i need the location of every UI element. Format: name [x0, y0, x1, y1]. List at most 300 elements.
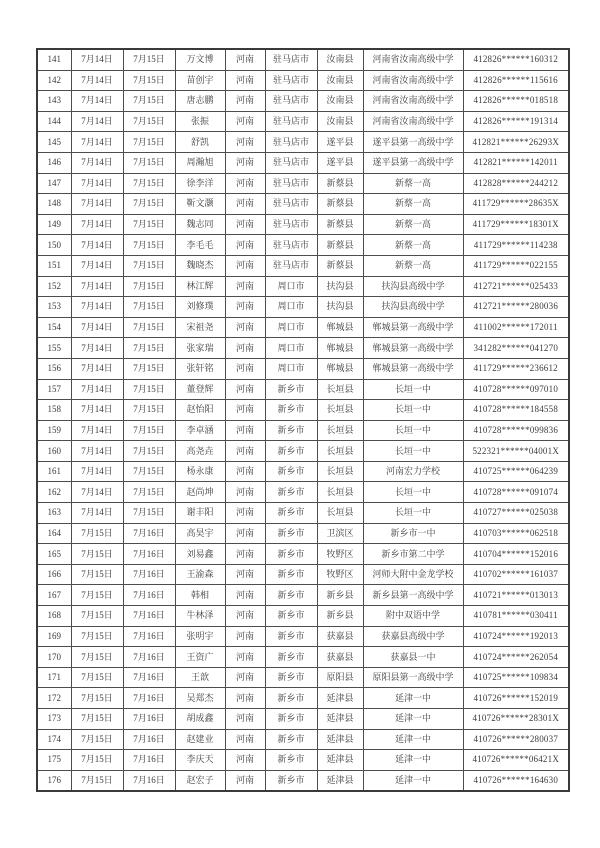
cell-person-name: 胡成鑫 — [175, 709, 225, 730]
table-row — [37, 606, 569, 627]
cell-county: 长垣县 — [317, 420, 363, 441]
cell-school: 新蔡一高 — [363, 255, 463, 276]
cell-second-date: 7月15日 — [123, 338, 175, 359]
cell-county: 新蔡县 — [317, 235, 363, 256]
cell-person-name: 牛林泽 — [175, 606, 225, 627]
cell-city: 周口市 — [265, 338, 317, 359]
cell-id-number: 411729******114238 — [463, 235, 569, 256]
cell-row-number: 153 — [37, 297, 71, 318]
cell-second-date: 7月15日 — [123, 482, 175, 503]
cell-id-number: 410781******030411 — [463, 606, 569, 627]
cell-first-date: 7月14日 — [71, 255, 123, 276]
cell-person-name: 魏志同 — [175, 214, 225, 235]
cell-second-date: 7月15日 — [123, 70, 175, 91]
cell-second-date: 7月16日 — [123, 750, 175, 771]
cell-school: 新蔡一高 — [363, 173, 463, 194]
cell-city: 新乡市 — [265, 461, 317, 482]
cell-row-number: 173 — [37, 709, 71, 730]
cell-id-number: 410725******109834 — [463, 667, 569, 688]
cell-row-number: 163 — [37, 503, 71, 524]
cell-row-number: 165 — [37, 544, 71, 565]
cell-school: 长垣一中 — [363, 441, 463, 462]
cell-school: 遂平县第一高级中学 — [363, 152, 463, 173]
cell-id-number: 412826******160312 — [463, 49, 569, 70]
cell-second-date: 7月15日 — [123, 194, 175, 215]
cell-first-date: 7月14日 — [71, 194, 123, 215]
cell-id-number: 412826******191314 — [463, 111, 569, 132]
cell-person-name: 万文博 — [175, 49, 225, 70]
cell-county: 延津县 — [317, 750, 363, 771]
cell-province: 河南 — [225, 297, 265, 318]
cell-city: 驻马店市 — [265, 152, 317, 173]
cell-row-number: 145 — [37, 132, 71, 153]
cell-county: 延津县 — [317, 688, 363, 709]
cell-school: 长垣一中 — [363, 503, 463, 524]
cell-province: 河南 — [225, 441, 265, 462]
cell-person-name: 宋祖尧 — [175, 317, 225, 338]
cell-school: 遂平县第一高级中学 — [363, 132, 463, 153]
cell-second-date: 7月15日 — [123, 49, 175, 70]
cell-province: 河南 — [225, 194, 265, 215]
cell-row-number: 144 — [37, 111, 71, 132]
table-row — [37, 626, 569, 647]
cell-province: 河南 — [225, 91, 265, 112]
cell-city: 新乡市 — [265, 709, 317, 730]
cell-county: 获嘉县 — [317, 626, 363, 647]
cell-city: 周口市 — [265, 297, 317, 318]
cell-person-name: 张家瑞 — [175, 338, 225, 359]
cell-id-number: 412826******018518 — [463, 91, 569, 112]
cell-row-number: 162 — [37, 482, 71, 503]
cell-province: 河南 — [225, 49, 265, 70]
table-row — [37, 709, 569, 730]
cell-person-name: 林江辉 — [175, 276, 225, 297]
cell-person-name: 刘修璞 — [175, 297, 225, 318]
table-row — [37, 91, 569, 112]
cell-city: 新乡市 — [265, 667, 317, 688]
cell-person-name: 韩相 — [175, 585, 225, 606]
cell-county: 郸城县 — [317, 338, 363, 359]
cell-person-name: 赵怡阳 — [175, 400, 225, 421]
cell-second-date: 7月15日 — [123, 276, 175, 297]
cell-id-number: 410726******152019 — [463, 688, 569, 709]
cell-first-date: 7月14日 — [71, 91, 123, 112]
cell-row-number: 156 — [37, 358, 71, 379]
cell-province: 河南 — [225, 750, 265, 771]
cell-city: 驻马店市 — [265, 255, 317, 276]
cell-first-date: 7月14日 — [71, 132, 123, 153]
cell-id-number: 410724******262054 — [463, 647, 569, 668]
table-row — [37, 338, 569, 359]
cell-county: 长垣县 — [317, 400, 363, 421]
cell-school: 河师大附中金龙学校 — [363, 564, 463, 585]
cell-county: 汝南县 — [317, 111, 363, 132]
cell-province: 河南 — [225, 667, 265, 688]
cell-second-date: 7月16日 — [123, 564, 175, 585]
cell-school: 扶沟县高级中学 — [363, 297, 463, 318]
cell-school: 获嘉县高级中学 — [363, 626, 463, 647]
cell-province: 河南 — [225, 647, 265, 668]
table-row — [37, 441, 569, 462]
cell-county: 遂平县 — [317, 152, 363, 173]
cell-row-number: 142 — [37, 70, 71, 91]
table-row — [37, 49, 569, 70]
cell-second-date: 7月16日 — [123, 709, 175, 730]
cell-first-date: 7月14日 — [71, 276, 123, 297]
cell-person-name: 刘易鑫 — [175, 544, 225, 565]
cell-county: 扶沟县 — [317, 297, 363, 318]
cell-row-number: 151 — [37, 255, 71, 276]
cell-id-number: 410702******161037 — [463, 564, 569, 585]
cell-school: 郸城县第一高级中学 — [363, 358, 463, 379]
cell-city: 新乡市 — [265, 544, 317, 565]
cell-person-name: 杨永康 — [175, 461, 225, 482]
cell-city: 新乡市 — [265, 564, 317, 585]
cell-city: 周口市 — [265, 358, 317, 379]
cell-city: 周口市 — [265, 276, 317, 297]
cell-id-number: 412821******26293X — [463, 132, 569, 153]
table-row — [37, 358, 569, 379]
cell-id-number: 411729******236612 — [463, 358, 569, 379]
cell-city: 新乡市 — [265, 503, 317, 524]
cell-city: 新乡市 — [265, 523, 317, 544]
cell-school: 长垣一中 — [363, 482, 463, 503]
cell-province: 河南 — [225, 606, 265, 627]
cell-county: 汝南县 — [317, 49, 363, 70]
cell-person-name: 赵尚坤 — [175, 482, 225, 503]
cell-school: 新蔡一高 — [363, 235, 463, 256]
cell-county: 新蔡县 — [317, 255, 363, 276]
cell-row-number: 168 — [37, 606, 71, 627]
cell-person-name: 魏晓杰 — [175, 255, 225, 276]
cell-province: 河南 — [225, 400, 265, 421]
cell-province: 河南 — [225, 709, 265, 730]
cell-county: 长垣县 — [317, 503, 363, 524]
cell-province: 河南 — [225, 276, 265, 297]
cell-row-number: 149 — [37, 214, 71, 235]
cell-county: 新蔡县 — [317, 214, 363, 235]
table-row — [37, 647, 569, 668]
table-row — [37, 523, 569, 544]
cell-second-date: 7月16日 — [123, 585, 175, 606]
cell-school: 延津一中 — [363, 729, 463, 750]
cell-id-number: 410728******099836 — [463, 420, 569, 441]
cell-id-number: 410726******06421X — [463, 750, 569, 771]
table-row — [37, 132, 569, 153]
cell-province: 河南 — [225, 482, 265, 503]
cell-school: 延津一中 — [363, 709, 463, 730]
cell-person-name: 高昊宇 — [175, 523, 225, 544]
table-row — [37, 173, 569, 194]
cell-school: 延津一中 — [363, 688, 463, 709]
cell-second-date: 7月15日 — [123, 91, 175, 112]
cell-person-name: 张轩铭 — [175, 358, 225, 379]
cell-first-date: 7月14日 — [71, 441, 123, 462]
cell-id-number: 412721******025433 — [463, 276, 569, 297]
cell-id-number: 412828******244212 — [463, 173, 569, 194]
table-row — [37, 688, 569, 709]
table-row — [37, 214, 569, 235]
cell-first-date: 7月14日 — [71, 482, 123, 503]
cell-province: 河南 — [225, 173, 265, 194]
cell-county: 延津县 — [317, 729, 363, 750]
cell-first-date: 7月15日 — [71, 585, 123, 606]
cell-first-date: 7月14日 — [71, 338, 123, 359]
cell-school: 新乡市一中 — [363, 523, 463, 544]
cell-city: 新乡市 — [265, 647, 317, 668]
cell-school: 新蔡一高 — [363, 214, 463, 235]
table-row — [37, 585, 569, 606]
cell-city: 驻马店市 — [265, 111, 317, 132]
cell-second-date: 7月16日 — [123, 523, 175, 544]
cell-county: 延津县 — [317, 709, 363, 730]
cell-person-name: 张振 — [175, 111, 225, 132]
cell-county: 新乡县 — [317, 585, 363, 606]
cell-city: 新乡市 — [265, 750, 317, 771]
cell-row-number: 164 — [37, 523, 71, 544]
cell-row-number: 166 — [37, 564, 71, 585]
cell-row-number: 147 — [37, 173, 71, 194]
table-row — [37, 750, 569, 771]
cell-province: 河南 — [225, 503, 265, 524]
cell-county: 汝南县 — [317, 70, 363, 91]
cell-city: 驻马店市 — [265, 132, 317, 153]
cell-first-date: 7月15日 — [71, 564, 123, 585]
cell-first-date: 7月15日 — [71, 667, 123, 688]
cell-second-date: 7月15日 — [123, 235, 175, 256]
table-row — [37, 194, 569, 215]
cell-person-name: 高尧垚 — [175, 441, 225, 462]
cell-first-date: 7月14日 — [71, 317, 123, 338]
cell-first-date: 7月14日 — [71, 173, 123, 194]
cell-row-number: 157 — [37, 379, 71, 400]
cell-city: 周口市 — [265, 317, 317, 338]
cell-first-date: 7月15日 — [71, 544, 123, 565]
table-row — [37, 461, 569, 482]
cell-row-number: 167 — [37, 585, 71, 606]
table-row — [37, 400, 569, 421]
cell-person-name: 赵宏子 — [175, 770, 225, 791]
cell-first-date: 7月15日 — [71, 770, 123, 791]
cell-id-number: 410728******091074 — [463, 482, 569, 503]
cell-id-number: 410728******184558 — [463, 400, 569, 421]
table-row — [37, 564, 569, 585]
cell-county: 长垣县 — [317, 461, 363, 482]
cell-first-date: 7月15日 — [71, 626, 123, 647]
cell-second-date: 7月15日 — [123, 441, 175, 462]
cell-person-name: 李毛毛 — [175, 235, 225, 256]
cell-county: 牧野区 — [317, 564, 363, 585]
cell-row-number: 175 — [37, 750, 71, 771]
cell-row-number: 176 — [37, 770, 71, 791]
cell-row-number: 141 — [37, 49, 71, 70]
cell-second-date: 7月15日 — [123, 173, 175, 194]
cell-id-number: 411729******28635X — [463, 194, 569, 215]
cell-second-date: 7月16日 — [123, 544, 175, 565]
cell-first-date: 7月15日 — [71, 606, 123, 627]
cell-school: 新乡县第一高级中学 — [363, 585, 463, 606]
cell-second-date: 7月16日 — [123, 667, 175, 688]
cell-county: 卫滨区 — [317, 523, 363, 544]
cell-city: 驻马店市 — [265, 91, 317, 112]
cell-first-date: 7月15日 — [71, 688, 123, 709]
cell-city: 新乡市 — [265, 729, 317, 750]
table-row — [37, 503, 569, 524]
cell-city: 驻马店市 — [265, 49, 317, 70]
cell-school: 河南省汝南高级中学 — [363, 70, 463, 91]
cell-school: 新蔡一高 — [363, 194, 463, 215]
cell-second-date: 7月15日 — [123, 255, 175, 276]
cell-second-date: 7月15日 — [123, 111, 175, 132]
cell-person-name: 靳文灏 — [175, 194, 225, 215]
cell-first-date: 7月14日 — [71, 461, 123, 482]
cell-county: 获嘉县 — [317, 647, 363, 668]
cell-second-date: 7月15日 — [123, 503, 175, 524]
cell-county: 新蔡县 — [317, 194, 363, 215]
cell-id-number: 410726******28301X — [463, 709, 569, 730]
cell-second-date: 7月16日 — [123, 647, 175, 668]
cell-city: 新乡市 — [265, 606, 317, 627]
cell-city: 驻马店市 — [265, 173, 317, 194]
cell-row-number: 159 — [37, 420, 71, 441]
cell-city: 新乡市 — [265, 379, 317, 400]
table-row — [37, 770, 569, 791]
cell-first-date: 7月15日 — [71, 709, 123, 730]
cell-second-date: 7月15日 — [123, 358, 175, 379]
cell-school: 河南省汝南高级中学 — [363, 91, 463, 112]
cell-province: 河南 — [225, 132, 265, 153]
cell-province: 河南 — [225, 585, 265, 606]
cell-city: 新乡市 — [265, 441, 317, 462]
cell-province: 河南 — [225, 770, 265, 791]
table-row — [37, 297, 569, 318]
cell-second-date: 7月15日 — [123, 420, 175, 441]
cell-second-date: 7月15日 — [123, 379, 175, 400]
cell-school: 河南宏力学校 — [363, 461, 463, 482]
cell-row-number: 143 — [37, 91, 71, 112]
cell-person-name: 王资广 — [175, 647, 225, 668]
table-row — [37, 70, 569, 91]
cell-person-name: 赵建业 — [175, 729, 225, 750]
cell-province: 河南 — [225, 152, 265, 173]
cell-person-name: 周瀚旭 — [175, 152, 225, 173]
cell-id-number: 411729******022155 — [463, 255, 569, 276]
cell-city: 新乡市 — [265, 585, 317, 606]
cell-county: 长垣县 — [317, 482, 363, 503]
cell-school: 长垣一中 — [363, 400, 463, 421]
cell-province: 河南 — [225, 688, 265, 709]
cell-row-number: 171 — [37, 667, 71, 688]
cell-county: 原阳县 — [317, 667, 363, 688]
cell-first-date: 7月15日 — [71, 647, 123, 668]
cell-row-number: 152 — [37, 276, 71, 297]
cell-row-number: 160 — [37, 441, 71, 462]
cell-province: 河南 — [225, 564, 265, 585]
cell-province: 河南 — [225, 729, 265, 750]
cell-second-date: 7月16日 — [123, 729, 175, 750]
cell-province: 河南 — [225, 111, 265, 132]
cell-id-number: 412721******280036 — [463, 297, 569, 318]
table-body — [37, 49, 569, 791]
table-row — [37, 276, 569, 297]
cell-row-number: 155 — [37, 338, 71, 359]
cell-school: 郸城县第一高级中学 — [363, 317, 463, 338]
cell-id-number: 411002******172011 — [463, 317, 569, 338]
cell-province: 河南 — [225, 420, 265, 441]
cell-row-number: 158 — [37, 400, 71, 421]
cell-first-date: 7月15日 — [71, 729, 123, 750]
cell-school: 长垣一中 — [363, 379, 463, 400]
cell-person-name: 舒凯 — [175, 132, 225, 153]
cell-school: 原阳县第一高级中学 — [363, 667, 463, 688]
cell-second-date: 7月15日 — [123, 132, 175, 153]
cell-first-date: 7月15日 — [71, 750, 123, 771]
cell-id-number: 522321******04001X — [463, 441, 569, 462]
cell-city: 驻马店市 — [265, 235, 317, 256]
cell-city: 驻马店市 — [265, 194, 317, 215]
cell-first-date: 7月14日 — [71, 420, 123, 441]
cell-city: 新乡市 — [265, 688, 317, 709]
cell-person-name: 谢丰阳 — [175, 503, 225, 524]
cell-person-name: 董登辉 — [175, 379, 225, 400]
cell-second-date: 7月16日 — [123, 606, 175, 627]
cell-first-date: 7月14日 — [71, 152, 123, 173]
cell-county: 牧野区 — [317, 544, 363, 565]
cell-first-date: 7月14日 — [71, 503, 123, 524]
cell-city: 驻马店市 — [265, 70, 317, 91]
cell-county: 长垣县 — [317, 441, 363, 462]
cell-row-number: 174 — [37, 729, 71, 750]
cell-first-date: 7月14日 — [71, 358, 123, 379]
cell-province: 河南 — [225, 214, 265, 235]
cell-city: 新乡市 — [265, 482, 317, 503]
cell-row-number: 148 — [37, 194, 71, 215]
cell-province: 河南 — [225, 544, 265, 565]
cell-school: 扶沟县高级中学 — [363, 276, 463, 297]
cell-id-number: 410725******064239 — [463, 461, 569, 482]
cell-id-number: 341282******041270 — [463, 338, 569, 359]
cell-first-date: 7月14日 — [71, 49, 123, 70]
cell-row-number: 161 — [37, 461, 71, 482]
cell-person-name: 徐李洋 — [175, 173, 225, 194]
cell-person-name: 唐志鹏 — [175, 91, 225, 112]
cell-city: 新乡市 — [265, 400, 317, 421]
cell-province: 河南 — [225, 379, 265, 400]
table-row — [37, 152, 569, 173]
table-row — [37, 544, 569, 565]
cell-person-name: 吴郑杰 — [175, 688, 225, 709]
cell-school: 长垣一中 — [363, 420, 463, 441]
cell-second-date: 7月16日 — [123, 688, 175, 709]
cell-person-name: 苗创宇 — [175, 70, 225, 91]
cell-id-number: 410703******062518 — [463, 523, 569, 544]
cell-county: 郸城县 — [317, 317, 363, 338]
cell-first-date: 7月14日 — [71, 400, 123, 421]
cell-county: 延津县 — [317, 770, 363, 791]
cell-second-date: 7月15日 — [123, 317, 175, 338]
cell-second-date: 7月16日 — [123, 626, 175, 647]
table-row — [37, 729, 569, 750]
cell-province: 河南 — [225, 626, 265, 647]
cell-second-date: 7月15日 — [123, 214, 175, 235]
cell-county: 长垣县 — [317, 379, 363, 400]
cell-first-date: 7月14日 — [71, 214, 123, 235]
table-row — [37, 317, 569, 338]
cell-province: 河南 — [225, 461, 265, 482]
cell-id-number: 410721******013013 — [463, 585, 569, 606]
cell-second-date: 7月15日 — [123, 400, 175, 421]
table-row — [37, 379, 569, 400]
